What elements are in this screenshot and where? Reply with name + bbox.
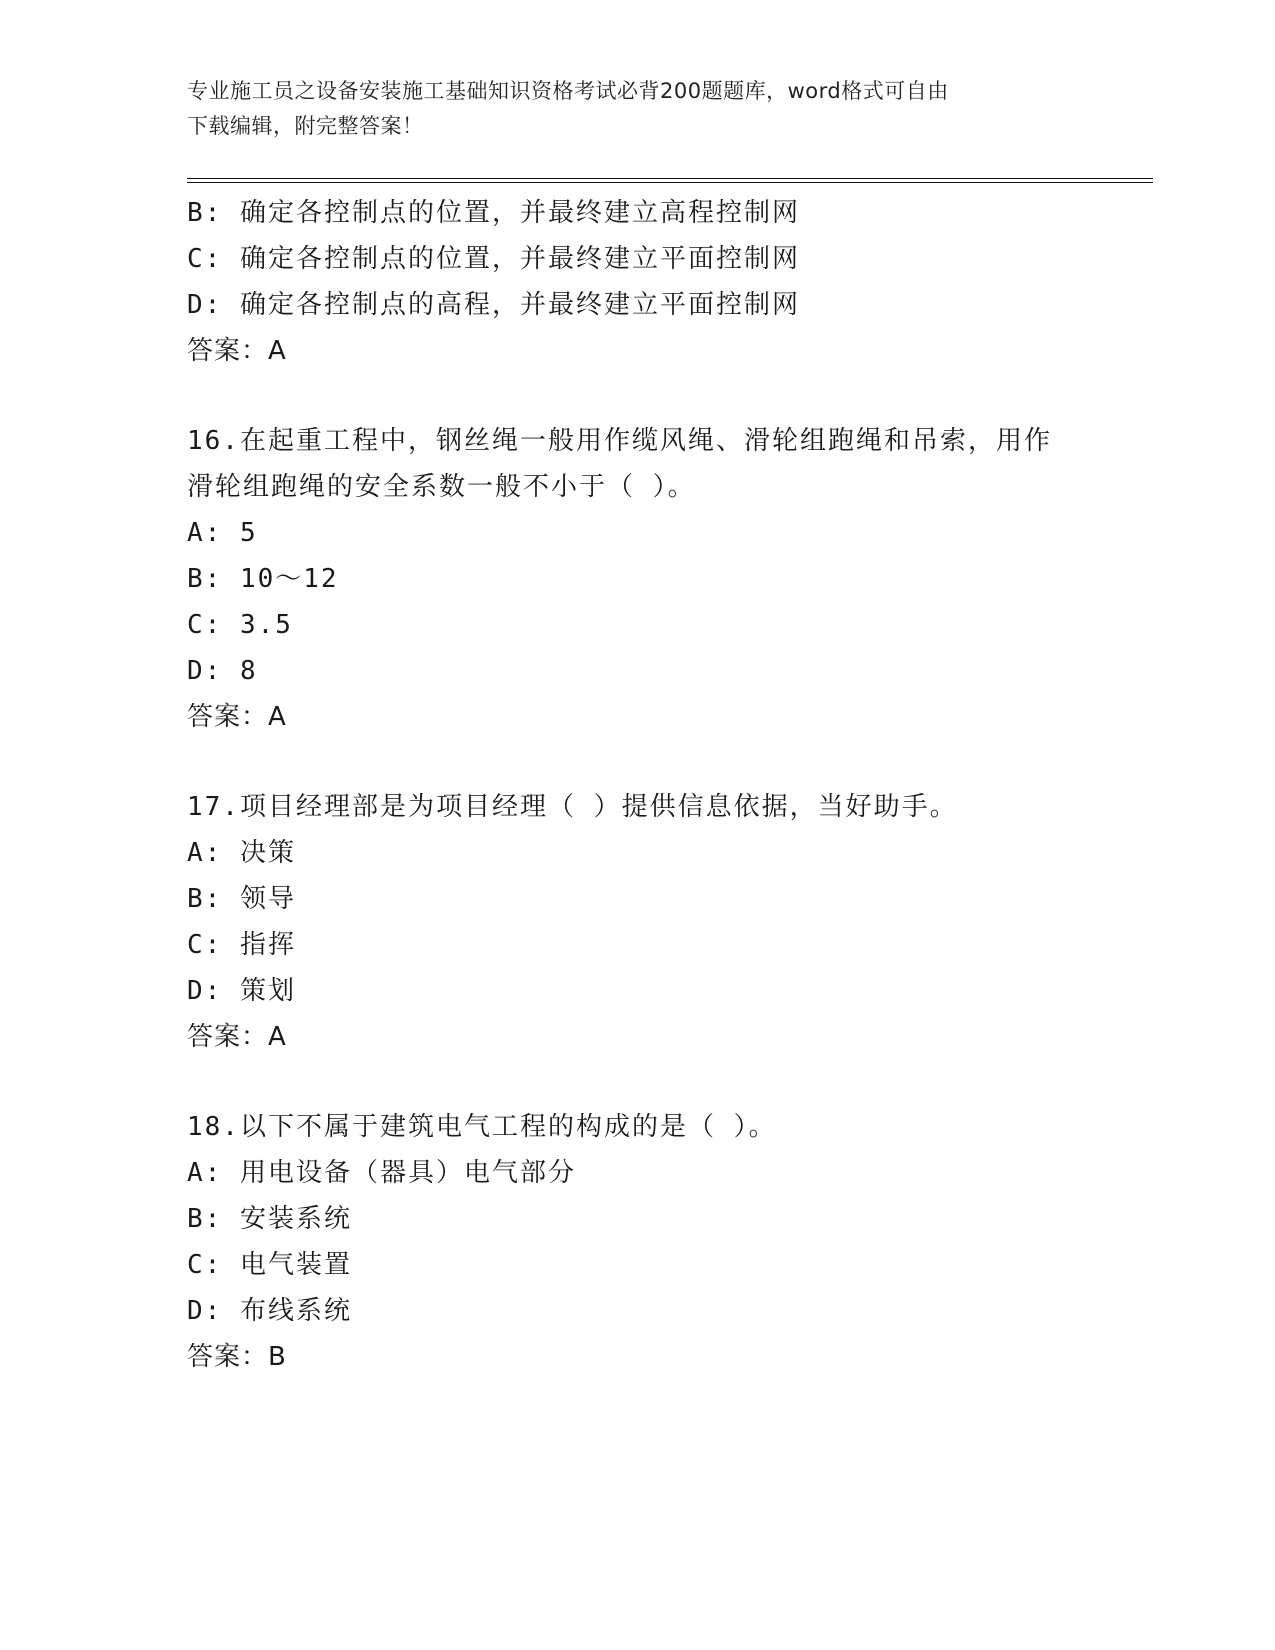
question-title: 18.以下不属于建筑电气工程的构成的是（ ）。: [187, 1112, 777, 1142]
option-d: D: 布线系统: [187, 1296, 352, 1326]
option-b: B: 确定各控制点的位置，并最终建立高程控制网: [187, 198, 800, 228]
option-b: B: 安装系统: [187, 1204, 352, 1234]
spacer: [187, 1060, 1087, 1104]
prev-question-block: [187, 190, 1087, 374]
option-c: C: 指挥: [187, 930, 296, 960]
header-line-2: 下载编辑，附完整答案！: [187, 114, 424, 138]
option-c: C: 3.5: [187, 610, 293, 640]
question-17: [187, 784, 1087, 1060]
option-b: B: 10～12: [187, 564, 339, 594]
answer-line: 答案：A: [187, 702, 287, 732]
question-18: [187, 1104, 1087, 1380]
question-content: [187, 190, 1087, 1380]
question-16: [187, 418, 1087, 740]
document-header: [187, 74, 1067, 144]
option-a: A: 用电设备（器具）电气部分: [187, 1158, 576, 1188]
spacer: [187, 374, 1087, 418]
option-c: C: 电气装置: [187, 1250, 352, 1280]
option-d: D: 确定各控制点的高程，并最终建立平面控制网: [187, 290, 800, 320]
option-a: A: 5: [187, 518, 258, 548]
option-d: D: 8: [187, 656, 258, 686]
header-line-1: 专业施工员之设备安装施工基础知识资格考试必背200题题库，word格式可自由: [187, 79, 949, 103]
option-b: B: 领导: [187, 884, 296, 914]
header-divider-top: [187, 178, 1153, 179]
answer-line: 答案：A: [187, 336, 287, 366]
question-title-cont: 滑轮组跑绳的安全系数一般不小于（ ）。: [187, 472, 696, 502]
answer-line: 答案：B: [187, 1342, 287, 1372]
option-d: D: 策划: [187, 976, 296, 1006]
question-title: 17.项目经理部是为项目经理（ ）提供信息依据，当好助手。: [187, 792, 958, 822]
option-a: A: 决策: [187, 838, 296, 868]
question-title: 16.在起重工程中，钢丝绳一般用作缆风绳、滑轮组跑绳和吊索，用作: [187, 426, 1052, 456]
option-c: C: 确定各控制点的位置，并最终建立平面控制网: [187, 244, 800, 274]
header-divider-bottom: [187, 182, 1153, 183]
answer-line: 答案：A: [187, 1022, 287, 1052]
spacer: [187, 740, 1087, 784]
